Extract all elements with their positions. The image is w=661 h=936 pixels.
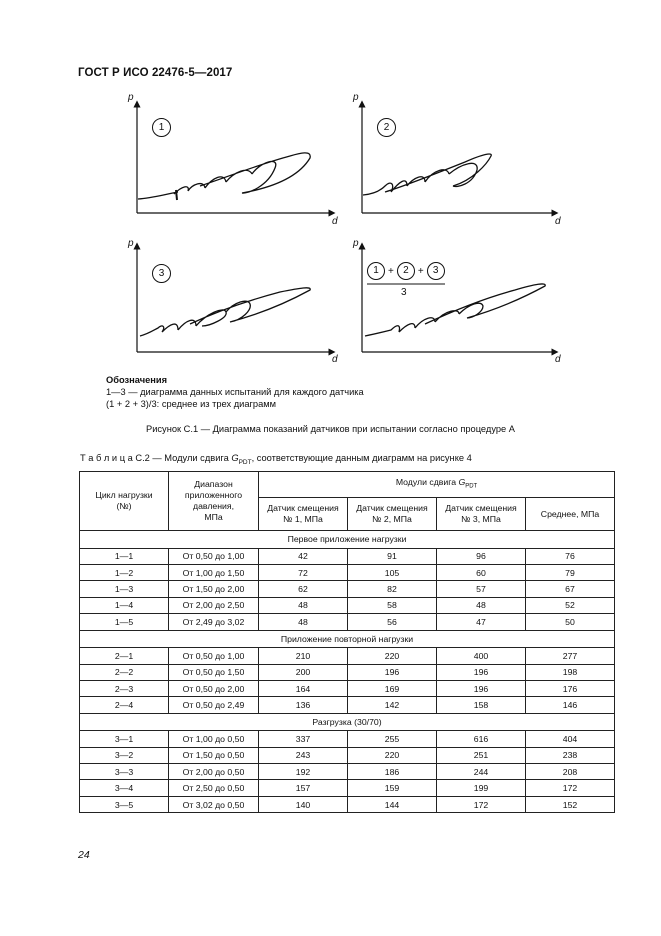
cell-s3: 47	[437, 614, 526, 630]
curve	[138, 153, 310, 199]
average-formula	[367, 262, 445, 280]
cell-s2: 82	[348, 581, 437, 597]
diagram-panel-3	[130, 240, 340, 365]
cell-avg: 208	[526, 764, 615, 780]
section-header-row	[80, 713, 615, 731]
cell-s3: 196	[437, 680, 526, 696]
panel-label: 2	[383, 122, 390, 133]
cell-s3: 96	[437, 548, 526, 564]
cell-s3: 616	[437, 731, 526, 747]
table-row	[80, 664, 615, 680]
axis-label-p: p	[128, 238, 134, 249]
axis-label-p: p	[128, 92, 134, 103]
cell-range: От 2,00 до 2,50	[169, 597, 259, 613]
formula-circle-2: 2	[397, 262, 415, 280]
cell-range: От 0,50 до 1,00	[169, 648, 259, 664]
cell-s1: 140	[259, 796, 348, 812]
diagram-panel-average	[355, 240, 565, 365]
section-title: Разгрузка (30/70)	[80, 713, 615, 731]
table-row	[80, 747, 615, 763]
cell-avg: 152	[526, 796, 615, 812]
header-sensor-2: Датчик смещения № 2, МПа	[348, 498, 437, 531]
cell-s3: 196	[437, 664, 526, 680]
curve	[140, 288, 310, 336]
axis-label-d: d	[332, 216, 338, 227]
cell-s1: 164	[259, 680, 348, 696]
formula-denominator: 3	[401, 287, 407, 298]
cell-range: От 2,00 до 0,50	[169, 764, 259, 780]
cell-s2: 220	[348, 747, 437, 763]
cell-s1: 42	[259, 548, 348, 564]
cell-s2: 144	[348, 796, 437, 812]
cell-s3: 400	[437, 648, 526, 664]
panel-label-circle	[377, 118, 396, 137]
page-number: 24	[78, 849, 90, 861]
cell-s3: 199	[437, 780, 526, 796]
cell-range: От 2,50 до 0,50	[169, 780, 259, 796]
cell-s2: 91	[348, 548, 437, 564]
shear-modulus-table	[79, 471, 615, 813]
table-caption: Т а б л и ц а С.2 — Модули сдвига $G_{PDT}$, соответствующие данным диаграмм на рисунке 4	[80, 453, 472, 466]
table-row	[80, 796, 615, 812]
axis-label-p: p	[353, 92, 359, 103]
table-row	[80, 548, 615, 564]
cell-avg: 277	[526, 648, 615, 664]
cell-avg: 172	[526, 780, 615, 796]
cell-cycle: 1—1	[80, 548, 169, 564]
header-sensor-3: Датчик смещения № 3, МПа	[437, 498, 526, 531]
diagram-1-svg	[130, 98, 340, 218]
cell-s2: 142	[348, 697, 437, 713]
cell-s2: 220	[348, 648, 437, 664]
cell-s3: 251	[437, 747, 526, 763]
cell-s1: 72	[259, 564, 348, 580]
cell-s2: 105	[348, 564, 437, 580]
cell-range: От 1,00 до 1,50	[169, 564, 259, 580]
cell-cycle: 2—2	[80, 664, 169, 680]
cell-cycle: 3—2	[80, 747, 169, 763]
header-range: Диапазон приложенного давления, МПа	[169, 472, 259, 531]
formula-plus: +	[388, 265, 394, 277]
cell-cycle: 1—3	[80, 581, 169, 597]
cell-s3: 172	[437, 796, 526, 812]
cell-s2: 196	[348, 664, 437, 680]
legend-line: 1—3 — диаграмма данных испытаний для каждого датчика	[106, 387, 364, 398]
cell-range: От 1,50 до 0,50	[169, 747, 259, 763]
cell-s2: 56	[348, 614, 437, 630]
table-row	[80, 731, 615, 747]
cell-cycle: 3—4	[80, 780, 169, 796]
cell-range: От 3,02 до 0,50	[169, 796, 259, 812]
cell-s2: 255	[348, 731, 437, 747]
cell-avg: 79	[526, 564, 615, 580]
diagram-3-svg	[130, 240, 340, 360]
curve	[363, 154, 491, 195]
cell-s1: 136	[259, 697, 348, 713]
cell-range: От 0,50 до 2,00	[169, 680, 259, 696]
panel-label-circle	[152, 264, 171, 283]
cell-cycle: 2—1	[80, 648, 169, 664]
section-header-row	[80, 630, 615, 648]
cell-range: От 0,50 до 1,00	[169, 548, 259, 564]
header-modulus: Модули сдвига $G_{PDT}$	[259, 472, 615, 498]
tick-mark	[176, 190, 177, 200]
cell-s2: 186	[348, 764, 437, 780]
table-row	[80, 764, 615, 780]
legend-title: Обозначения	[106, 375, 168, 385]
cell-cycle: 1—4	[80, 597, 169, 613]
cell-s1: 337	[259, 731, 348, 747]
cell-s3: 57	[437, 581, 526, 597]
cell-s3: 60	[437, 564, 526, 580]
axis-label-p: p	[353, 238, 359, 249]
table-row	[80, 780, 615, 796]
cell-range: От 2,49 до 3,02	[169, 614, 259, 630]
figure-caption: Рисунок С.1 — Диаграмма показаний датчиков при испытании согласно процедуре А	[146, 424, 515, 434]
table-row	[80, 581, 615, 597]
cell-s2: 58	[348, 597, 437, 613]
diagram-panel-1	[128, 92, 340, 227]
panel-label-circle	[152, 118, 171, 137]
cell-avg: 198	[526, 664, 615, 680]
cell-avg: 52	[526, 597, 615, 613]
cell-s3: 48	[437, 597, 526, 613]
table-row	[80, 648, 615, 664]
curve	[365, 284, 545, 336]
cell-s3: 158	[437, 697, 526, 713]
cell-avg: 67	[526, 581, 615, 597]
diagram-average-svg	[355, 240, 565, 360]
cell-s1: 200	[259, 664, 348, 680]
table-body	[80, 531, 615, 813]
panel-label: 3	[158, 268, 165, 279]
cell-s3: 244	[437, 764, 526, 780]
cell-cycle: 2—4	[80, 697, 169, 713]
cell-s2: 159	[348, 780, 437, 796]
cell-s1: 192	[259, 764, 348, 780]
table-row	[80, 614, 615, 630]
cell-cycle: 3—1	[80, 731, 169, 747]
cell-avg: 146	[526, 697, 615, 713]
cell-avg: 176	[526, 680, 615, 696]
formula-circle-1: 1	[367, 262, 385, 280]
diagram-panel-2	[353, 92, 565, 227]
table-row	[80, 564, 615, 580]
cell-s1: 48	[259, 597, 348, 613]
header-average: Среднее, МПа	[526, 498, 615, 531]
axis-label-d: d	[332, 354, 338, 365]
cell-s1: 243	[259, 747, 348, 763]
cell-s1: 157	[259, 780, 348, 796]
cell-s1: 48	[259, 614, 348, 630]
cell-s1: 210	[259, 648, 348, 664]
panel-label: 1	[158, 122, 165, 133]
diagram-2-svg	[355, 98, 565, 218]
axis-label-d: d	[555, 354, 561, 365]
cell-avg: 76	[526, 548, 615, 564]
header-sensor-1: Датчик смещения № 1, МПа	[259, 498, 348, 531]
cell-s2: 169	[348, 680, 437, 696]
cell-cycle: 1—5	[80, 614, 169, 630]
table-row	[80, 597, 615, 613]
formula-circle-3: 3	[427, 262, 445, 280]
section-header-row	[80, 531, 615, 549]
section-title: Приложение повторной нагрузки	[80, 630, 615, 648]
header-cycle: Цикл нагрузки (№)	[80, 472, 169, 531]
cell-range: От 0,50 до 1,50	[169, 664, 259, 680]
legend-line: (1 + 2 + 3)/3: среднее из трех диаграмм	[106, 399, 277, 410]
document-header: ГОСТ Р ИСО 22476-5—2017	[78, 67, 233, 79]
cell-cycle: 3—3	[80, 764, 169, 780]
cell-range: От 1,50 до 2,00	[169, 581, 259, 597]
cell-cycle: 2—3	[80, 680, 169, 696]
cell-range: От 1,00 до 0,50	[169, 731, 259, 747]
cell-range: От 0,50 до 2,49	[169, 697, 259, 713]
figure-legend	[106, 374, 364, 411]
formula-plus: +	[417, 265, 424, 277]
axis-label-d: d	[555, 216, 561, 227]
table-row	[80, 680, 615, 696]
cell-avg: 50	[526, 614, 615, 630]
cell-cycle: 3—5	[80, 796, 169, 812]
cell-avg: 404	[526, 731, 615, 747]
cell-cycle: 1—2	[80, 564, 169, 580]
cell-avg: 238	[526, 747, 615, 763]
cell-s1: 62	[259, 581, 348, 597]
table-row	[80, 697, 615, 713]
section-title: Первое приложение нагрузки	[80, 531, 615, 549]
